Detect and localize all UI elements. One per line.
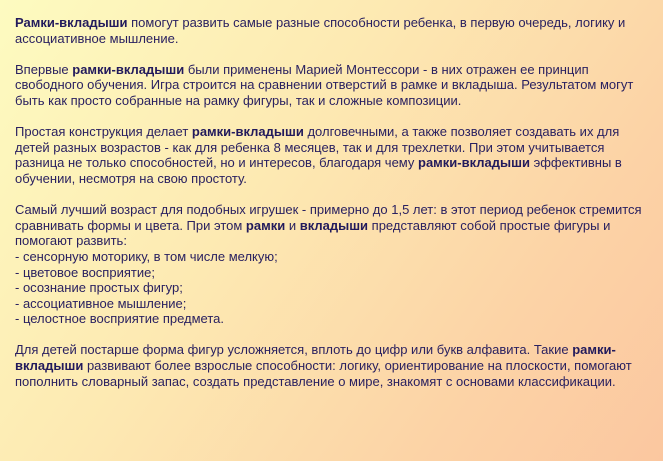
highlight-term: рамки-вкладыши [15, 342, 616, 374]
list-item: - сенсорную моторику, в том числе мелкую; [15, 248, 278, 264]
paragraph-text: помогут развить самые разные способности ребенка, в первую очередь, логику и ассоциативное мышление. [15, 15, 626, 46]
paragraph-text: Впервые [15, 61, 73, 77]
paragraph-text: развивают более взрослые способности: логику, ориентирование на плоскости, помогают пополнить словарный запас, создать представление о мире, знакомят с основами классификации. [15, 358, 632, 389]
highlight-term: рамки-вкладыши [418, 155, 530, 171]
paragraph-text: представляют собой простые фигуры и помогают развить: [15, 217, 611, 249]
list-item: - цветовое восприятие; [15, 264, 155, 280]
paragraph-text: эффективны в обучении, несмотря на свою простоту. [15, 155, 622, 186]
highlight-term: вкладыши [299, 217, 369, 233]
paragraph-text: долговечными, а также позволяет создавать их для детей разных возрастов - как для ребенка 8 месяцев, так и для трехлетки. При этом учитывается разница не только способностей, но и интересов, благодаря чему [15, 124, 620, 171]
list-item: - ассоциативное мышление; [15, 295, 187, 311]
paragraph-construction [15, 124, 655, 186]
paragraph-text: и [285, 217, 300, 233]
article-body [15, 15, 655, 405]
paragraph-intro [15, 15, 655, 46]
paragraph-montessori [15, 62, 655, 109]
highlight-term: рамки-вкладыши [191, 124, 304, 140]
highlight-term: рамки-вкладыши [72, 61, 185, 77]
list-item: - осознание простых фигур; [15, 280, 183, 296]
paragraph-text: Самый лучший возраст для подобных игрушек - примерно до 1,5 лет: в этот период ребенок стремится сравнивать формы и цвета. При этом [15, 202, 642, 233]
paragraph-best-age [15, 202, 655, 327]
paragraph-text: были применены Марией Монтессори - в них отражен ее принцип свободного обучения. Игра строится на сравнении отверстий в рамке и вкладыша. Результатом могут быть как просто собранные на рамку фигуры, так и сложные композиции. [15, 61, 634, 108]
paragraph-text: Для детей постарше форма фигур усложняется, вплоть до цифр или букв алфавита. Такие [15, 342, 573, 358]
paragraph-text: Простая конструкция делает [15, 124, 192, 140]
paragraph-older-children [15, 342, 655, 389]
highlight-term: рамки [245, 217, 286, 233]
highlight-term: Рамки-вкладыши [15, 15, 128, 30]
list-item: - целостное восприятие предмета. [15, 311, 225, 327]
